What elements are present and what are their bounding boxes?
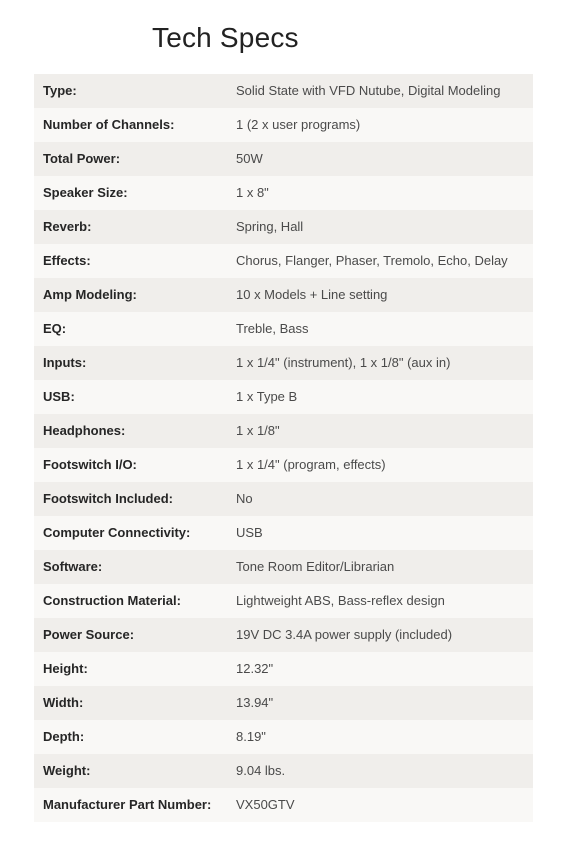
specs-table	[34, 74, 533, 822]
spec-label: Inputs:	[43, 355, 87, 370]
spec-label: Total Power:	[43, 151, 121, 166]
spec-row-software	[34, 550, 533, 584]
spec-value: Solid State with VFD Nutube, Digital Modeling	[236, 83, 501, 98]
spec-row-height	[34, 652, 533, 686]
spec-value: 1 x 8"	[236, 185, 269, 200]
spec-value: No	[236, 491, 253, 506]
spec-label: Construction Material:	[43, 593, 181, 608]
spec-value: 1 (2 x user programs)	[236, 117, 361, 132]
spec-value: Spring, Hall	[236, 219, 304, 234]
spec-row-type	[34, 74, 533, 108]
spec-row-effects	[34, 244, 533, 278]
spec-value: Lightweight ABS, Bass-reflex design	[236, 593, 445, 608]
spec-value: Tone Room Editor/Librarian	[236, 559, 395, 574]
spec-label: Footswitch I/O:	[43, 457, 137, 472]
spec-label: Speaker Size:	[43, 185, 128, 200]
spec-value: Chorus, Flanger, Phaser, Tremolo, Echo, Delay	[236, 253, 508, 268]
spec-value: 1 x 1/4" (instrument), 1 x 1/8" (aux in)	[236, 355, 451, 370]
spec-value: 1 x Type B	[236, 389, 298, 404]
spec-row-number-of-channels	[34, 108, 533, 142]
spec-value: USB	[236, 525, 263, 540]
spec-value: 9.04 lbs.	[236, 763, 286, 778]
spec-label: USB:	[43, 389, 75, 404]
spec-row-usb	[34, 380, 533, 414]
spec-value: 1 x 1/8"	[236, 423, 280, 438]
spec-row-construction-material	[34, 584, 533, 618]
spec-label: Reverb:	[43, 219, 92, 234]
spec-label: Type:	[43, 83, 77, 98]
spec-label: Height:	[43, 661, 88, 676]
spec-value: 19V DC 3.4A power supply (included)	[236, 627, 453, 642]
spec-row-power-source	[34, 618, 533, 652]
spec-row-depth	[34, 720, 533, 754]
spec-value: 8.19"	[236, 729, 266, 744]
spec-row-footswitch-included	[34, 482, 533, 516]
spec-label: Depth:	[43, 729, 85, 744]
spec-row-speaker-size	[34, 176, 533, 210]
spec-row-inputs	[34, 346, 533, 380]
spec-label: Footswitch Included:	[43, 491, 173, 506]
spec-label: Headphones:	[43, 423, 126, 438]
spec-label: Manufacturer Part Number:	[43, 797, 212, 812]
spec-row-footswitch-io	[34, 448, 533, 482]
page-title: Tech Specs	[152, 22, 299, 53]
spec-row-weight	[34, 754, 533, 788]
spec-value: 10 x Models + Line setting	[236, 287, 388, 302]
spec-value: VX50GTV	[236, 797, 295, 812]
spec-row-total-power	[34, 142, 533, 176]
spec-row-reverb	[34, 210, 533, 244]
spec-row-amp-modeling	[34, 278, 533, 312]
spec-row-manufacturer-part-number	[34, 788, 533, 822]
spec-label: EQ:	[43, 321, 67, 336]
spec-label: Width:	[43, 695, 84, 710]
spec-row-computer-connectivity	[34, 516, 533, 550]
spec-label: Computer Connectivity:	[43, 525, 191, 540]
specs-table-body	[34, 74, 533, 822]
spec-label: Weight:	[43, 763, 91, 778]
spec-label: Amp Modeling:	[43, 287, 137, 302]
spec-row-headphones	[34, 414, 533, 448]
spec-label: Software:	[43, 559, 103, 574]
spec-label: Power Source:	[43, 627, 135, 642]
spec-value: 1 x 1/4" (program, effects)	[236, 457, 386, 472]
spec-value: 13.94"	[236, 695, 274, 710]
spec-value: Treble, Bass	[236, 321, 309, 336]
spec-value: 12.32"	[236, 661, 274, 676]
spec-label: Number of Channels:	[43, 117, 175, 132]
spec-label: Effects:	[43, 253, 91, 268]
spec-value: 50W	[236, 151, 263, 166]
spec-row-eq	[34, 312, 533, 346]
spec-row-width	[34, 686, 533, 720]
